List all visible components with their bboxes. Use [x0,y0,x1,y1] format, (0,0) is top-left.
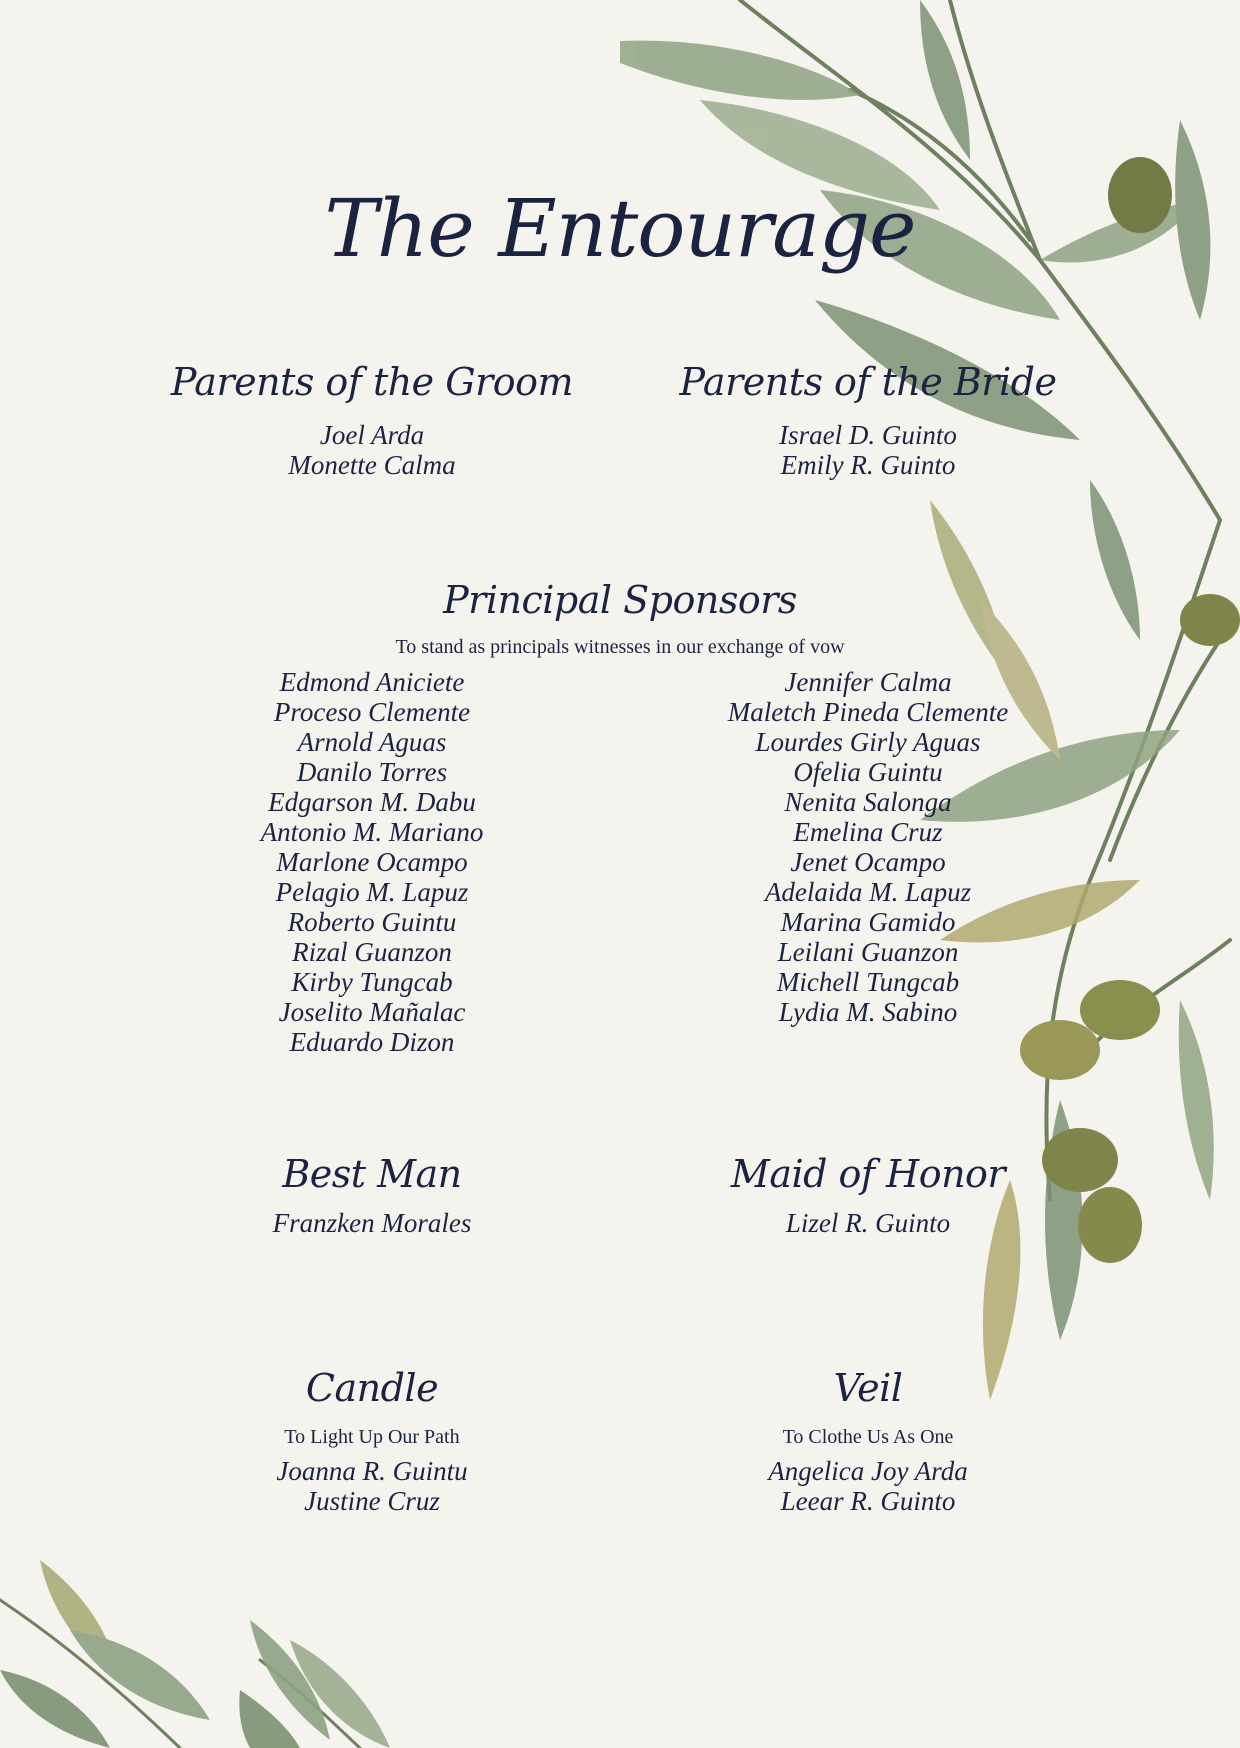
veil-heading: Veil [833,1366,903,1410]
maid-of-honor-heading: Maid of Honor [730,1152,1006,1196]
sponsors-left-list [162,667,582,1057]
parents-groom-names [162,420,582,480]
list-item: Marina Gamido [780,907,956,937]
foliage-bottom-left-illustration [0,1520,420,1748]
candle-heading: Candle [305,1366,439,1410]
list-item: Pelagio M. Lapuz [275,877,469,907]
list-item: Maletch Pineda Clemente [727,697,1009,727]
best-man-names [162,1208,582,1238]
list-item: Proceso Clemente [273,697,471,727]
list-item: Roberto Guintu [287,907,457,937]
name-line: Justine Cruz [304,1486,440,1516]
name-line: Joanna R. Guintu [276,1456,468,1486]
parents-groom-heading: Parents of the Groom [170,360,574,404]
sponsors-right-list [658,667,1078,1027]
principal-sponsors-subtitle: To stand as principals witnesses in our exchange of vow [395,636,845,658]
list-item: Jenet Ocampo [790,847,946,877]
list-item: Lydia M. Sabino [778,997,958,1027]
parents-bride-heading: Parents of the Bride [679,360,1057,404]
veil-names [658,1456,1078,1516]
parents-bride-names [658,420,1078,480]
name-line: Lizel R. Guinto [785,1208,951,1238]
list-item: Joselito Mañalac [278,997,466,1027]
list-item: Adelaida M. Lapuz [764,877,972,907]
page-title: The Entourage [324,182,916,275]
principal-sponsors-heading: Principal Sponsors [443,578,797,622]
list-item: Michell Tungcab [776,967,960,997]
list-item: Edgarson M. Dabu [268,787,476,817]
list-item: Edmond Aniciete [279,667,465,697]
list-item: Kirby Tungcab [291,967,453,997]
list-item: Antonio M. Mariano [260,817,484,847]
candle-subtitle: To Light Up Our Path [284,1426,460,1448]
list-item: Leilani Guanzon [777,937,959,967]
list-item: Emelina Cruz [793,817,943,847]
candle-names [162,1456,582,1516]
list-item: Jennifer Calma [784,667,952,697]
name-line: Angelica Joy Arda [768,1456,968,1486]
list-item: Arnold Aguas [297,727,447,757]
name-line: Leear R. Guinto [780,1486,956,1516]
list-item: Marlone Ocampo [276,847,468,877]
list-item: Rizal Guanzon [292,937,452,967]
name-line: Franzken Morales [272,1208,472,1238]
best-man-heading: Best Man [282,1152,462,1196]
list-item: Nenita Salonga [784,787,952,817]
list-item: Eduardo Dizon [289,1027,455,1057]
name-line: Israel D. Guinto [779,420,957,450]
veil-subtitle: To Clothe Us As One [782,1426,954,1448]
list-item: Ofelia Guintu [793,757,943,787]
list-item: Lourdes Girly Aguas [755,727,981,757]
maid-of-honor-names [658,1208,1078,1238]
name-line: Joel Arda [319,420,425,450]
name-line: Monette Calma [288,450,456,480]
list-item: Danilo Torres [296,757,448,787]
name-line: Emily R. Guinto [780,450,956,480]
